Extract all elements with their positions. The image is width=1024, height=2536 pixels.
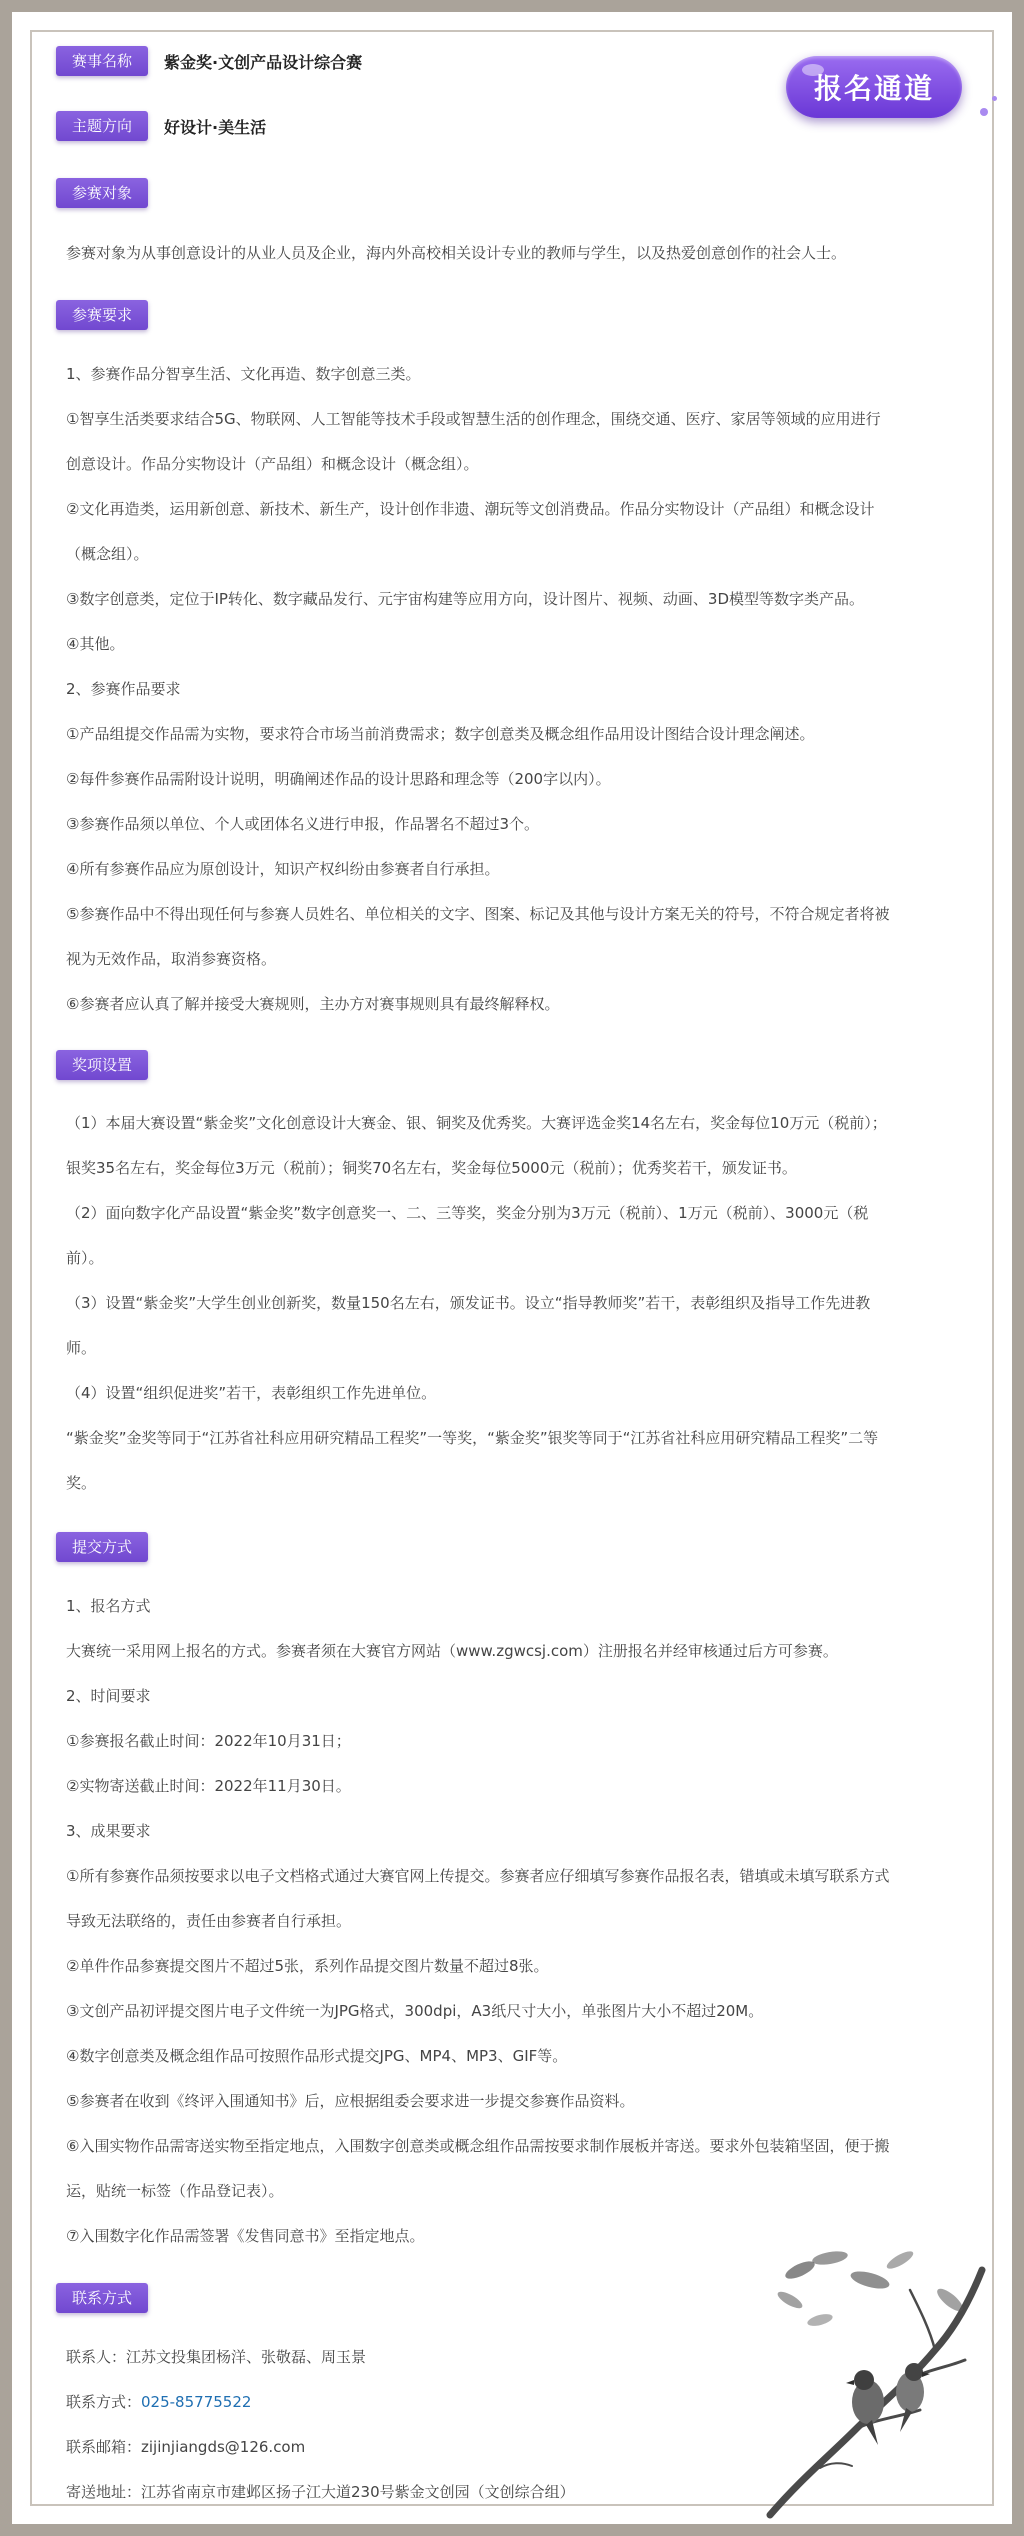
signup-button-label: 报名通道 [813,72,934,105]
decor-dot [980,108,988,116]
list-item: ⑥入围实物作品需寄送实物至指定地点，入围数字创意类或概念组作品需按要求制作展板并寄送。要求外包装箱坚固，便于搬 [66,2137,890,2155]
list-item: ②每件参赛作品需附设计说明，明确阐述作品的设计思路和理念等（200字以内）。 [66,770,611,788]
theme-row [56,111,266,141]
contact-phone-link[interactable]: 025-85775522 [141,2393,252,2411]
contact-email: zijinjiangds@126.com [141,2438,306,2456]
list-item: “紫金奖”金奖等同于“江苏省社科应用研究精品工程奖”一等奖，“紫金奖”银奖等同于“江苏省社科应用研究精品工程奖”二等 [66,1429,879,1447]
list-item: （1）本届大赛设置“紫金奖”文化创意设计大赛金、银、铜奖及优秀奖。大赛评选金奖14名左右，奖金每位10万元（税前）； [66,1114,887,1132]
button-shine [802,64,824,76]
list-item: （4）设置“组织促进奖”若干，表彰组织工作先进单位。 [66,1384,437,1402]
list-item: ④数字创意类及概念组作品可按照作品形式提交JPG、MP4、MP3、GIF等。 [66,2047,568,2065]
list-item: ②文化再造类，运用新创意、新技术、新生产，设计创作非遗、潮玩等文创消费品。作品分实物设计（产品组）和概念设计 [66,500,875,518]
list-item: 银奖35名左右，奖金每位3万元（税前）；铜奖70名左右，奖金每位5000元（税前）；优秀奖若干，颁发证书。 [66,1159,797,1177]
list-item: 2、时间要求 [66,1687,151,1705]
list-item: 3、成果要求 [66,1822,151,1840]
contact-phone-label: 联系方式： [66,2393,142,2411]
list-item: ⑤参赛者在收到《终评入围通知书》后，应根据组委会要求进一步提交参赛作品资料。 [66,2092,635,2110]
event-name: 紫金奖·文创产品设计综合赛 [164,52,363,72]
list-item: ①所有参赛作品须按要求以电子文档格式通过大赛官网上传提交。参赛者应仔细填写参赛作品报名表，错填或未填写联系方式 [66,1867,890,1885]
awards-list [66,1101,966,1506]
list-item: ④所有参赛作品应为原创设计，知识产权纠纷由参赛者自行承担。 [66,860,500,878]
theme-tag: 主题方向 [56,111,148,141]
event-name-tag: 赛事名称 [56,46,148,76]
list-item: 奖。 [66,1474,97,1492]
contact-phone-row [66,2380,766,2425]
theme: 好设计·美生活 [164,117,267,137]
contact-address: 江苏省南京市建邺区扬子江大道230号紫金文创园（文创综合组） [141,2483,575,2501]
list-item: ①产品组提交作品需为实物，要求符合市场当前消费需求；数字创意类及概念组作品用设计图结合设计理念阐述。 [66,725,815,743]
list-item: ④其他。 [66,635,125,653]
list-item: 1、参赛作品分智享生活、文化再造、数字创意三类。 [66,365,421,383]
event-name-row [56,46,362,76]
contact-address-label: 寄送地址： [66,2483,142,2501]
list-item: 创意设计。作品分实物设计（产品组）和概念设计（概念组）。 [66,455,479,473]
contact-email-row [66,2425,766,2470]
bird-branch-illustration [760,2240,990,2520]
submission-list [66,1584,966,2259]
list-item: ③数字创意类，定位于IP转化、数字藏品发行、元宇宙构建等应用方向，设计图片、视频、动画、3D模型等数字类产品。 [66,590,865,608]
contact-person: 江苏文投集团杨洋、张敬磊、周玉景 [126,2348,367,2366]
requirements-tag: 参赛要求 [56,300,148,330]
requirements-list [66,352,966,1027]
list-item: 前）。 [66,1249,104,1267]
contact-tag: 联系方式 [56,2283,148,2313]
list-item: ⑤参赛作品中不得出现任何与参赛人员姓名、单位相关的文字、图案、标记及其他与设计方案无关的符号，不符合规定者将被 [66,905,890,923]
contact-person-label: 联系人： [66,2348,127,2366]
awards-tag: 奖项设置 [56,1050,148,1080]
submission-tag: 提交方式 [56,1532,148,1562]
list-item: 1、报名方式 [66,1597,151,1615]
list-item: ①智享生活类要求结合5G、物联网、人工智能等技术手段或智慧生活的创作理念，围绕交通、医疗、家居等领域的应用进行 [66,410,881,428]
decor-dot [992,96,997,101]
list-item: 师。 [66,1339,97,1357]
list-item: 导致无法联络的，责任由参赛者自行承担。 [66,1912,352,1930]
list-item: （2）面向数字化产品设置“紫金奖”数字创意奖一、二、三等奖，奖金分别为3万元（税前）、1万元（税前）、3000元（税 [66,1204,869,1222]
list-item: （概念组）。 [66,545,149,563]
contact-list [66,2335,766,2515]
contact-address-row [66,2470,766,2515]
contact-email-label: 联系邮箱： [66,2438,142,2456]
signup-button[interactable] [786,56,962,118]
participants-text: 参赛对象为从事创意设计的从业人员及企业，海内外高校相关设计专业的教师与学生，以及热爱创意创作的社会人士。 [66,244,847,262]
list-item: ①参赛报名截止时间：2022年10月31日； [66,1732,351,1750]
list-item: ③文创产品初评提交图片电子文件统一为JPG格式，300dpi，A3纸尺寸大小，单张图片大小不超过20M。 [66,2002,764,2020]
participants-tag: 参赛对象 [56,178,148,208]
list-item: ②实物寄送截止时间：2022年11月30日。 [66,1777,351,1795]
list-item: ②单件作品参赛提交图片不超过5张，系列作品提交图片数量不超过8张。 [66,1957,549,1975]
list-item: ⑦入围数字化作品需签署《发售同意书》至指定地点。 [66,2227,425,2245]
list-item: 大赛统一采用网上报名的方式。参赛者须在大赛官方网站（www.zgwcsj.com）注册报名并经审核通过后方可参赛。 [66,1642,838,1660]
list-item: 运，贴统一标签（作品登记表）。 [66,2182,284,2200]
list-item: ③参赛作品须以单位、个人或团体名义进行申报，作品署名不超过3个。 [66,815,539,833]
list-item: 2、参赛作品要求 [66,680,181,698]
contact-person-row [66,2335,766,2380]
list-item: 视为无效作品，取消参赛资格。 [66,950,277,968]
list-item: （3）设置“紫金奖”大学生创业创新奖，数量150名左右，颁发证书。设立“指导教师奖”若干，表彰组织及指导工作先进教 [66,1294,871,1312]
list-item: ⑥参赛者应认真了解并接受大赛规则，主办方对赛事规则具有最终解释权。 [66,995,560,1013]
